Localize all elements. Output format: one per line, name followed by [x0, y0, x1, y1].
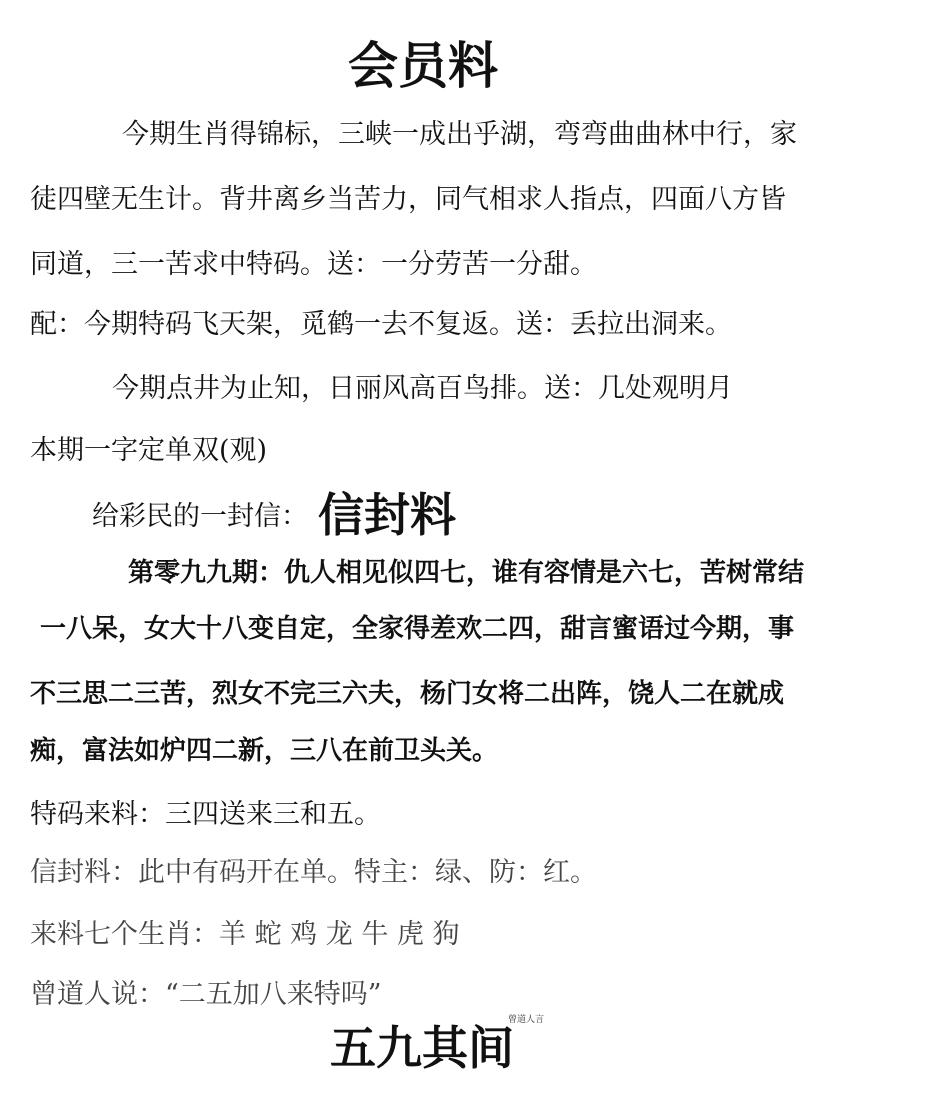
letter-intro: 给彩民的一封信：	[92, 501, 308, 532]
seven-zodiacs: 来料七个生肖：羊 蛇 鸡 龙 牛 虎 狗	[30, 919, 460, 950]
text-line-6: 本期一字定单双(观)	[30, 435, 268, 466]
text-line-2: 徒四壁无生计。背井离乡当苦力，同气相求人指点，四面八方皆	[30, 184, 786, 215]
text-line-1: 今期生肖得锦标，三峡一成出乎湖，弯弯曲曲林中行，家	[122, 119, 797, 150]
letter-line-1: 第零九九期：仇人相见似四七，谁有容情是六七，苦树常结	[128, 558, 805, 588]
letter-line-4: 痴，富法如炉四二新，三八在前卫头关。	[30, 736, 499, 766]
text-line-5: 今期点井为止知，日丽风高百鸟排。送：几处观明月	[112, 373, 733, 404]
tema-laiLiao: 特码来料：三四送来三和五。	[30, 799, 381, 830]
page-title: 会员料	[348, 36, 498, 95]
letter-heading	[92, 490, 456, 542]
text-line-3: 同道，三一苦求中特码。送：一分劳苦一分甜。	[30, 249, 597, 280]
quote-line: 曾道人说：“二五加八来特吗”	[30, 979, 382, 1010]
letter-line-2: 一八呆，女大十八变自定，全家得差欢二四，甜言蜜语过今期，事	[40, 614, 795, 644]
letter-title: 信封料	[318, 488, 456, 542]
letter-line-3: 不三思二三苦，烈女不完三六夫，杨门女将二出阵，饶人二在就成	[30, 679, 785, 709]
text-line-4: 配：今期特码飞天架，觅鹤一去不复返。送：丢拉出洞来。	[30, 309, 732, 340]
xinfeng-liao: 信封料：此中有码开在单。特主：绿、防：红。	[30, 857, 597, 888]
footer-title: 五九其间	[330, 1021, 514, 1075]
small-mark: 曾道人言	[508, 1015, 545, 1025]
